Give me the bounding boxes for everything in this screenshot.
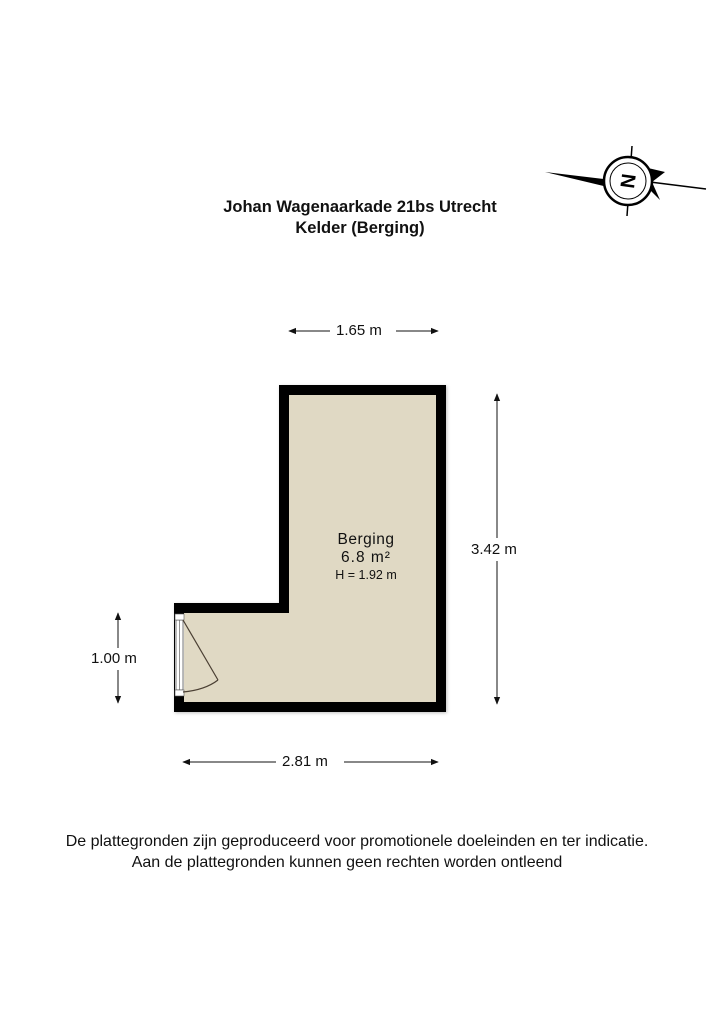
disclaimer-line-1: De plattegronden zijn geproduceerd voor promotionele doeleinden en ter indicatie. <box>65 833 649 850</box>
dimension-right-label: 3.42 m <box>468 541 520 559</box>
disclaimer-line-2: Aan de plattegronden kunnen geen rechten worden ontleend <box>131 854 563 871</box>
dimension-top-label: 1.65 m <box>333 322 385 340</box>
dimension-bottom-label: 2.81 m <box>279 753 331 771</box>
dimension-left-label: 1.00 m <box>88 650 140 668</box>
address-title: Johan Wagenaarkade 21bs Utrecht <box>223 198 497 216</box>
room-area: 6.8 m² <box>341 549 391 566</box>
svg-text:N: N <box>617 172 641 190</box>
room-height: H = 1.92 m <box>335 568 397 582</box>
floor-title: Kelder (Berging) <box>295 219 425 237</box>
north-arrow-icon <box>545 146 706 216</box>
room-name: Berging <box>337 531 395 548</box>
